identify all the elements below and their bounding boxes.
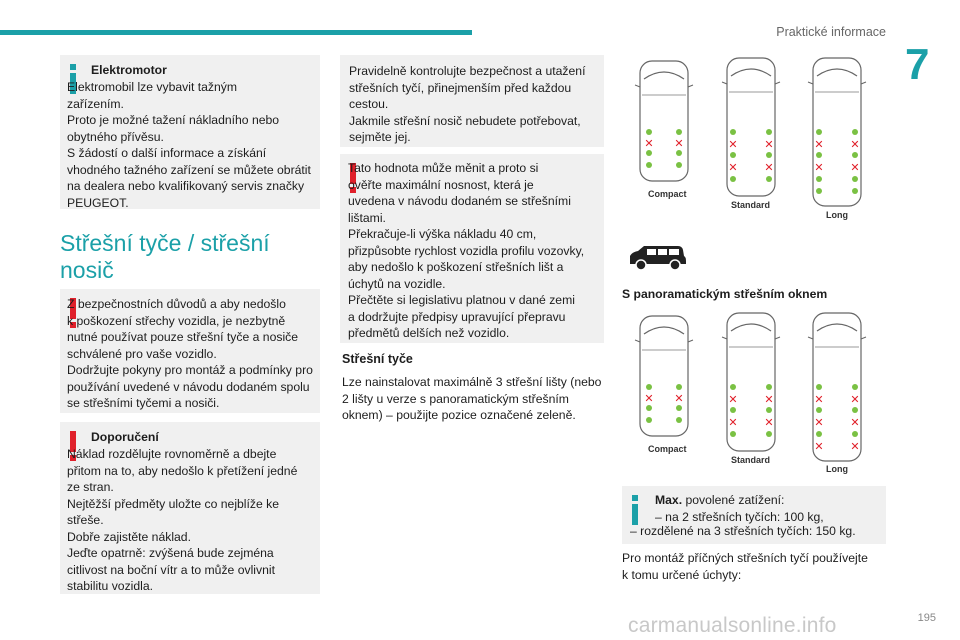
header-accent-bar — [0, 30, 472, 35]
paragraph-bars: Lze nainstalovat maximálně 3 střešní lišty (nebo 2 lišty u verze s panoramatickým střešním oknem) – použijte pozice označené zeleně. — [342, 375, 602, 422]
svg-text:✕: ✕ — [850, 138, 860, 151]
svg-text:✕: ✕ — [850, 393, 860, 406]
van-top-view — [807, 52, 867, 210]
info-box-title: Elektromotor — [91, 63, 167, 77]
info-box-body: Elektromobil lze vybavit tažným zařízením. Proto je možné tažení nákladního nebo obytného přívěsu. S žádostí o další informace a získání vhodného tažného zařízení se můžete obrátit na dealera nebo kvalifikovaný servis značky PEUGEOT. — [67, 80, 311, 210]
van-top-view — [721, 52, 781, 200]
section-title: Střešní tyče / střešní nosič — [60, 230, 270, 283]
van-diagram-standard-panoramic — [721, 307, 781, 455]
van-diagram-long — [807, 52, 867, 210]
van-label-compact: Compact — [648, 444, 687, 454]
svg-text:✕: ✕ — [728, 416, 738, 429]
page-number: 195 — [917, 612, 936, 624]
panoramic-caption: S panoramatickým střešním oknem — [622, 287, 828, 301]
paragraph-mounting: Pro montáž příčných střešních tyčí používejte k tomu určené úchyty: — [622, 551, 868, 582]
info-icon — [632, 495, 638, 525]
warning-box-body: Z bezpečnostních důvodů a aby nedošlo k poškození střechy vozidla, je nezbytně nutné používat pouze střešní tyče a nosiče schválené pro vaše vozidlo. Dodržujte pokyny pro montáž a podmínky pro používání uvedené v návodu dodaném spolu se střešními tyčemi a nosiči. — [67, 297, 313, 410]
van-diagram-long-panoramic — [807, 307, 867, 465]
max-load-text: povolené zatížení: — [682, 493, 785, 507]
header-title: Praktické informace — [776, 25, 886, 39]
warning-box-title: Doporučení — [91, 430, 159, 444]
svg-text:✕: ✕ — [814, 161, 824, 174]
svg-text:✕: ✕ — [674, 392, 684, 405]
van-label-compact: Compact — [648, 189, 687, 199]
van-top-view — [721, 307, 781, 455]
van-top-view — [634, 55, 694, 185]
warning-box-body: Náklad rozdělujte rovnoměrně a dbejte přitom na to, aby nedošlo k přetížení jedné ze stran. Nejtěžší předměty uložte co nejblíže ke střeše. Dobře zajistěte náklad. Jeďte opatrně: zvýšená bude zejména citlivost na boční vítr a to může ovlivnit stabilitu vozidla. — [67, 447, 298, 593]
svg-text:✕: ✕ — [764, 161, 774, 174]
van-label-long: Long — [826, 210, 848, 220]
van-diagram-compact — [634, 55, 694, 185]
svg-text:✕: ✕ — [728, 393, 738, 406]
svg-text:✕: ✕ — [814, 138, 824, 151]
van-label-standard: Standard — [731, 455, 771, 465]
svg-text:✕: ✕ — [728, 161, 738, 174]
svg-text:✕: ✕ — [764, 138, 774, 151]
svg-text:✕: ✕ — [814, 393, 824, 406]
warning-box-body: Tato hodnota může měnit a proto si ověřte maximální nosnost, která je uvedena v návodu dodaném se střešními lištami. Překračuje-li výška nákladu 40 cm, přizpůsobte rychlost vozidla profilu vozovky, aby nedošlo k poškození střešních lišt a úchytů na vozidle. Přečtěte si legislativu platnou v dané zemi a dodržujte předpisy upravující přepravu předmětů delších než vozidlo. — [348, 161, 585, 340]
note-box-body: Pravidelně kontrolujte bezpečnost a utažení střešních tyčí, přinejmenším před každou cestou. Jakmile střešní nosič nebudete potřebovat, sejměte jej. — [349, 64, 586, 144]
subsection-title: Střešní tyče — [342, 352, 413, 366]
svg-text:✕: ✕ — [850, 416, 860, 429]
svg-text:✕: ✕ — [764, 393, 774, 406]
svg-text:✕: ✕ — [850, 161, 860, 174]
car-side-icon — [626, 244, 688, 272]
max-load-3-bars: – rozdělené na 3 střešních tyčích: 150 kg. — [630, 524, 856, 538]
svg-text:✕: ✕ — [850, 440, 860, 453]
van-diagram-compact-panoramic — [634, 310, 694, 440]
max-load-2-bars: – na 2 střešních tyčích: 100 kg, — [655, 509, 824, 524]
van-label-standard: Standard — [731, 200, 771, 210]
van-top-view — [634, 310, 694, 440]
svg-text:✕: ✕ — [814, 440, 824, 453]
watermark: carmanualsonline.info — [628, 614, 837, 637]
van-diagram-standard — [721, 52, 781, 200]
van-label-long: Long — [826, 464, 848, 474]
chapter-number: 7 — [905, 40, 930, 89]
svg-text:✕: ✕ — [644, 392, 654, 405]
svg-text:✕: ✕ — [728, 138, 738, 151]
max-label: Max. — [655, 493, 683, 507]
svg-text:✕: ✕ — [644, 137, 654, 150]
van-top-view — [807, 307, 867, 465]
svg-text:✕: ✕ — [764, 416, 774, 429]
svg-text:✕: ✕ — [674, 137, 684, 150]
svg-text:✕: ✕ — [814, 416, 824, 429]
